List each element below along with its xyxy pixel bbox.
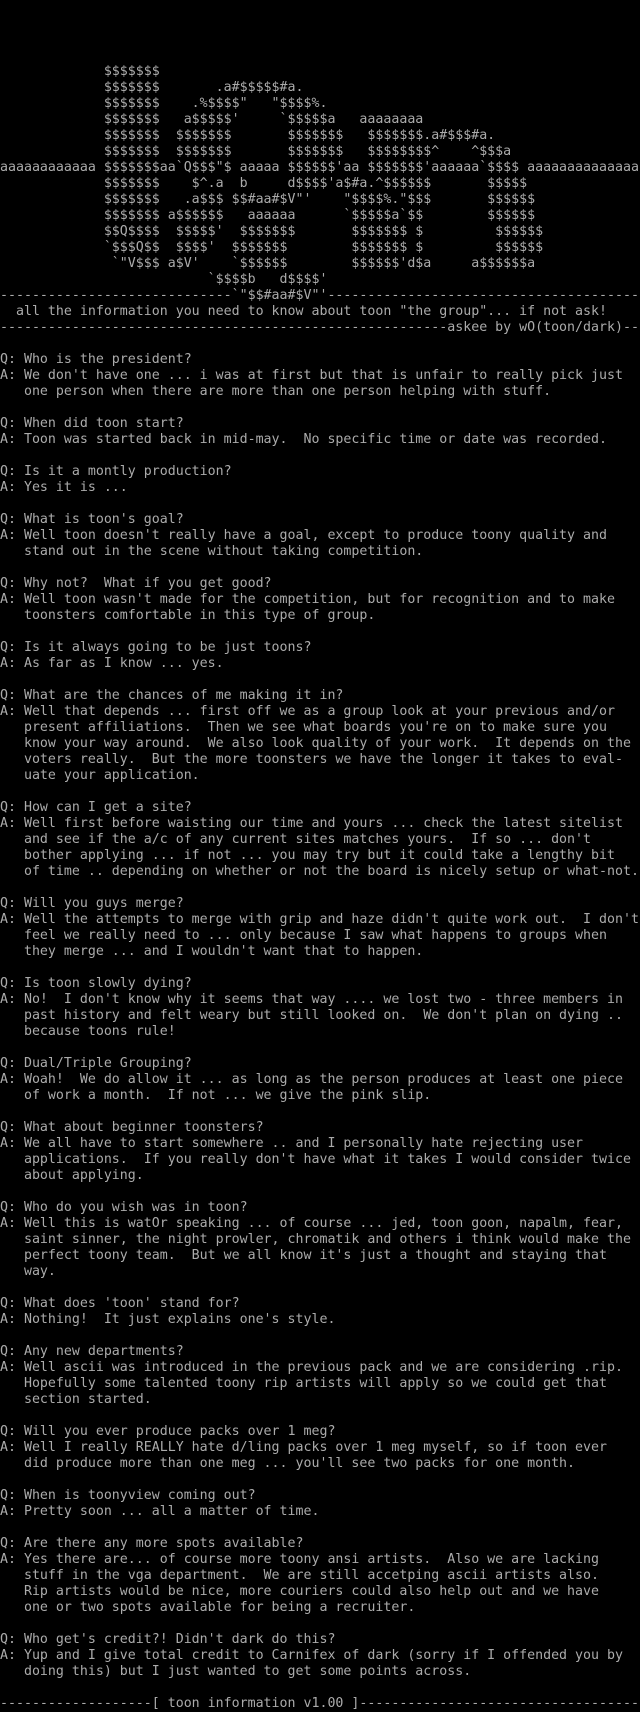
text-line: Q: Is it a montly production?: [0, 464, 232, 479]
text-line: [0, 32, 640, 48]
text-line: $$$$$$$ $$$$$$$ $$$$$$$ $$$$$$$.a#$$$#a.: [0, 128, 496, 143]
text-line: A: Yes there are... of course more toony ansi artists. Also we are lacking: [0, 1552, 599, 1567]
text-line: $$Q$$$$ $$$$$' $$$$$$$ $$$$$$$ $ $$$$$$: [0, 224, 544, 239]
text-line: [0, 1616, 640, 1632]
text-line: past history and felt weary but still looked on. We don't plan on dying ..: [0, 1008, 623, 1023]
text-line: Q: Who is the president?: [0, 352, 192, 367]
text-line: Q: How can I get a site?: [0, 800, 192, 815]
text-line: A: Well ascii was introduced in the previous pack and we are considering .rip.: [0, 1360, 623, 1375]
text-line: `$$$$b d$$$$': [0, 272, 328, 287]
text-line: toonsters comfortable in this type of group.: [0, 608, 376, 623]
text-line: A: Well I really REALLY hate d/ling packs over 1 meg myself, so if toon ever: [0, 1440, 607, 1455]
text-line: [0, 496, 640, 512]
text-line: stand out in the scene without taking competition.: [0, 544, 424, 559]
text-line: A: Yup and I give total credit to Carnifex of dark (sorry if I offended you by: [0, 1648, 623, 1663]
text-line: -------------------[ toon information v1.00 ]-----------------------------------: [0, 1696, 639, 1711]
text-line: saint sinner, the night prowler, chromatik and others i think would make the: [0, 1232, 631, 1247]
text-line: A: We don't have one ... i was at first but that is unfair to really pick just: [0, 368, 623, 383]
text-line: Q: Any new departments?: [0, 1344, 184, 1359]
text-line: of time .. depending on whether or not the board is nicely setup or what-not.: [0, 864, 639, 879]
text-line: Q: Who do you wish was in toon?: [0, 1200, 248, 1215]
text-line: [0, 1520, 640, 1536]
text-line: [0, 1184, 640, 1200]
text-line: A: We all have to start somewhere .. and I personally hate rejecting user: [0, 1136, 584, 1151]
text-line: about applying.: [0, 1168, 144, 1183]
text-line: feel we really need to ... only because I saw what happens to groups when: [0, 928, 607, 943]
text-line: A: As far as I know ... yes.: [0, 656, 224, 671]
text-line: A: Well this is watOr speaking ... of course ... jed, toon goon, napalm, fear,: [0, 1216, 623, 1231]
text-line: $$$$$$$ .%$$$$" "$$$$%.: [0, 96, 328, 111]
text-line: [0, 1040, 640, 1056]
text-line: A: Well toon wasn't made for the competition, but for recognition and to make: [0, 592, 615, 607]
text-line: Hopefully some talented toony rip artists will apply so we could get that: [0, 1376, 607, 1391]
text-line: [0, 400, 640, 416]
text-line: Q: Who get's credit?! Didn't dark do this?: [0, 1632, 336, 1647]
text-line: Q: Is toon slowly dying?: [0, 976, 192, 991]
text-line: A: Toon was started back in mid-may. No specific time or date was recorded.: [0, 432, 607, 447]
text-line: Q: What are the chances of me making it in?: [0, 688, 344, 703]
text-line: `$$$Q$$ $$$$' $$$$$$$ $$$$$$$ $ $$$$$$: [0, 240, 544, 255]
text-line: [0, 624, 640, 640]
text-line: way.: [0, 1264, 56, 1279]
text-line: A: Woah! We do allow it ... as long as the person produces at least one piece: [0, 1072, 623, 1087]
text-line: did produce more than one meg ... you'll see two packs for one month.: [0, 1456, 576, 1471]
text-line: Q: Are there any more spots available?: [0, 1536, 304, 1551]
text-line: $$$$$$$: [0, 64, 160, 79]
text-line: all the information you need to know about toon "the group"... if not ask!: [0, 304, 607, 319]
text-line: [0, 960, 640, 976]
text-line: they merge ... and I wouldn't want that to happen.: [0, 944, 424, 959]
text-line: $$$$$$$ .a$$$ $$#aa#$V"' "$$$$%."$$$ $$$$$$: [0, 192, 536, 207]
text-line: Q: Will you ever produce packs over 1 meg?: [0, 1424, 336, 1439]
text-line: perfect toony team. But we all know it's just a thought and staying that: [0, 1248, 607, 1263]
text-line: A: Pretty soon ... all a matter of time.: [0, 1504, 320, 1519]
text-line: [0, 336, 640, 352]
text-line: A: Yes it is ...: [0, 480, 128, 495]
text-line: A: Well that depends ... first off we as a group look at your previous and/or: [0, 704, 615, 719]
text-line: [0, 560, 640, 576]
text-line: [0, 784, 640, 800]
text-line: one or two spots available for being a recruiter.: [0, 1600, 416, 1615]
text-line: A: Well first before waisting our time and yours ... check the latest sitelist: [0, 816, 623, 831]
text-line: [0, 880, 640, 896]
text-line: A: Well the attempts to merge with grip and haze didn't quite work out. I don't: [0, 912, 639, 927]
text-line: know your way around. We also look quality of your work. It depends on the: [0, 736, 631, 751]
text-line: aaaaaaaaaaaa $$$$$$$aa`Q$$$"$ aaaaa $$$$$$'aa $$$$$$$'aaaaaa`$$$$ aaaaaaaaaaaaaa: [0, 160, 639, 175]
text-line: $$$$$$$ .a#$$$$$#a.: [0, 80, 304, 95]
text-line: uate your application.: [0, 768, 200, 783]
text-line: $$$$$$$ $^.a b d$$$$'a$#a.^$$$$$$ $$$$$: [0, 176, 528, 191]
text-line: [0, 1408, 640, 1424]
text-line: Q: Will you guys merge?: [0, 896, 184, 911]
text-line: $$$$$$$ $$$$$$$ $$$$$$$ $$$$$$$$^ ^$$$a: [0, 144, 512, 159]
text-line: bother applying ... if not ... you may try but it could take a lengthy bit: [0, 848, 615, 863]
text-line: one person when there are more than one person helping with stuff.: [0, 384, 552, 399]
text-line: A: Nothing! It just explains one's style.: [0, 1312, 336, 1327]
text-line: section started.: [0, 1392, 152, 1407]
text-line: A: Well toon doesn't really have a goal, except to produce toony quality and: [0, 528, 607, 543]
text-line: Q: When did toon start?: [0, 416, 184, 431]
text-line: [0, 0, 640, 16]
text-line: Q: Dual/Triple Grouping?: [0, 1056, 192, 1071]
text-line: stuff in the vga department. We are still accetping ascii artists also.: [0, 1568, 599, 1583]
text-line: [0, 1472, 640, 1488]
text-line: $$$$$$$ a$$$$$' `$$$$$a aaaaaaaa: [0, 112, 424, 127]
text-line: [0, 1328, 640, 1344]
text-line: Rip artists would be nice, more couriers could also help out and we have: [0, 1584, 599, 1599]
text-line: because toons rule!: [0, 1024, 176, 1039]
text-line: [0, 16, 640, 32]
text-line: of work a month. If not ... we give the pink slip.: [0, 1088, 432, 1103]
text-line: --------------------------------------------------------askee by wO(toon/dark)--: [0, 320, 639, 335]
text-line: $$$$$$$ a$$$$$$ aaaaaa `$$$$$a`$$ $$$$$$: [0, 208, 536, 223]
text-line: applications. If you really don't have what it takes I would consider twice: [0, 1152, 631, 1167]
text-line: [0, 448, 640, 464]
text-line: voters really. But the more toonsters we have the longer it takes to eval-: [0, 752, 623, 767]
text-line: [0, 1680, 640, 1696]
text-line: doing this) but I just wanted to get some points across.: [0, 1664, 472, 1679]
text-line: Q: What is toon's goal?: [0, 512, 184, 527]
text-line: A: No! I don't know why it seems that way .... we lost two - three members in: [0, 992, 623, 1007]
text-line: Q: What does 'toon' stand for?: [0, 1296, 240, 1311]
text-line: Q: Why not? What if you get good?: [0, 576, 272, 591]
text-line: `"V$$$ a$V' `$$$$$$ $$$$$$'d$a a$$$$$$a: [0, 256, 536, 271]
text-line: [0, 1104, 640, 1120]
text-line: [0, 1280, 640, 1296]
text-line: present affiliations. Then we see what boards you're on to make sure you: [0, 720, 607, 735]
text-line: [0, 672, 640, 688]
text-line: Q: Is it always going to be just toons?: [0, 640, 312, 655]
text-line: [0, 48, 640, 64]
text-line: Q: What about beginner toonsters?: [0, 1120, 264, 1135]
text-line: -----------------------------`"$$#aa#$V"'---------------------------------------: [0, 288, 639, 303]
text-line: Q: When is toonyview coming out?: [0, 1488, 256, 1503]
text-line: and see if the a/c of any current sites matches yours. If so ... don't: [0, 832, 592, 847]
